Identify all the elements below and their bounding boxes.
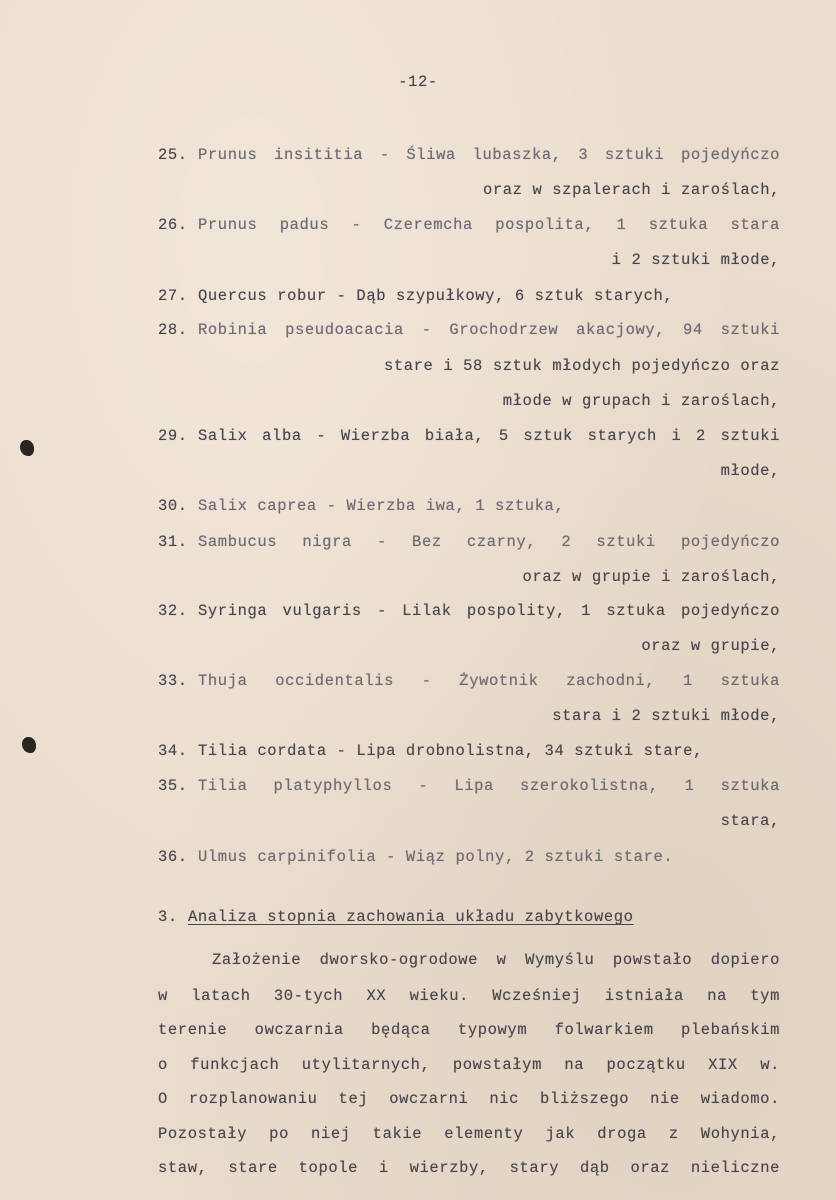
list-item-text: Salix caprea - Wierzba iwa, 1 sztuka, (198, 497, 565, 515)
list-item-number: 31. (158, 533, 188, 551)
paragraph-line: Pozostały po niej takie elementy jak droga z Wohynia, (158, 1125, 780, 1143)
list-item-number: 27. (158, 287, 188, 305)
punch-hole-top (20, 440, 34, 456)
list-item-text: Syringa vulgaris - Lilak pospolity, 1 sztuka pojedyńczo (198, 602, 780, 620)
list-item-continuation: oraz w szpalerach i zaroślach, (482, 181, 780, 199)
paragraph-line: w latach 30-tych XX wieku. Wcześniej istniała na tym (158, 987, 780, 1005)
list-item-number: 34. (158, 742, 188, 760)
list-item-number: 32. (158, 602, 188, 620)
list-item-number: 36. (158, 848, 188, 866)
list-item-text: Salix alba - Wierzba biała, 5 sztuk starych i 2 sztuki (198, 427, 780, 445)
paragraph-line: Założenie dworsko-ogrodowe w Wymyślu powstało dopiero (212, 951, 780, 969)
page-number: -12- (398, 73, 438, 91)
list-item-text: Prunus insititia - Śliwa lubaszka, 3 sztuki pojedyńczo (198, 146, 780, 164)
list-item-continuation: młode w grupach i zaroślach, (502, 392, 780, 410)
list-item-number: 29. (158, 427, 188, 445)
paragraph-line: o funkcjach utylitarnych, powstałym na początku XIX w. (158, 1056, 780, 1074)
paragraph-line: terenie owczarnia będąca typowym folwarkiem plebańskim (158, 1021, 780, 1039)
section-number: 3. (158, 908, 178, 926)
list-item-text: Prunus padus - Czeremcha pospolita, 1 sztuka stara (198, 216, 780, 234)
list-item-continuation: oraz w grupie, (641, 637, 780, 655)
list-item-text: Ulmus carpinifolia - Wiąz polny, 2 sztuki stare. (198, 848, 674, 866)
list-item-text: Quercus robur - Dąb szypułkowy, 6 sztuk starych, (198, 287, 674, 305)
punch-hole-bottom (22, 737, 36, 753)
list-item-continuation: stara i 2 sztuki młode, (552, 707, 780, 725)
list-item-continuation: stare i 58 sztuk młodych pojedyńczo oraz (383, 357, 780, 375)
list-item-text: Thuja occidentalis - Żywotnik zachodni, 1 sztuka (198, 672, 780, 690)
list-item-text: Robinia pseudoacacia - Grochodrzew akacjowy, 94 sztuki (198, 321, 780, 339)
list-item-number: 30. (158, 497, 188, 515)
section-title: Analiza stopnia zachowania układu zabytkowego (188, 908, 634, 926)
paragraph-line: staw, stare topole i wierzby, stary dąb oraz nieliczne (158, 1159, 780, 1177)
list-item-continuation: stara, (720, 812, 780, 830)
list-item-number: 35. (158, 777, 188, 795)
paragraph-line: O rozplanowaniu tej owczarni nic bliższego nie wiadomo. (158, 1090, 780, 1108)
list-item-number: 25. (158, 146, 188, 164)
list-item-text: Tilia cordata - Lipa drobnolistna, 34 sztuki stare, (198, 742, 703, 760)
list-item-number: 26. (158, 216, 188, 234)
list-item-text: Sambucus nigra - Bez czarny, 2 sztuki pojedyńczo (198, 533, 780, 551)
list-item-continuation: oraz w grupie i zaroślach, (522, 568, 780, 586)
list-item-number: 33. (158, 672, 188, 690)
list-item-number: 28. (158, 321, 188, 339)
list-item-text: Tilia platyphyllos - Lipa szerokolistna, 1 sztuka (198, 777, 780, 795)
list-item-continuation: młode, (720, 462, 780, 480)
list-item-continuation: i 2 sztuki młode, (611, 251, 780, 269)
